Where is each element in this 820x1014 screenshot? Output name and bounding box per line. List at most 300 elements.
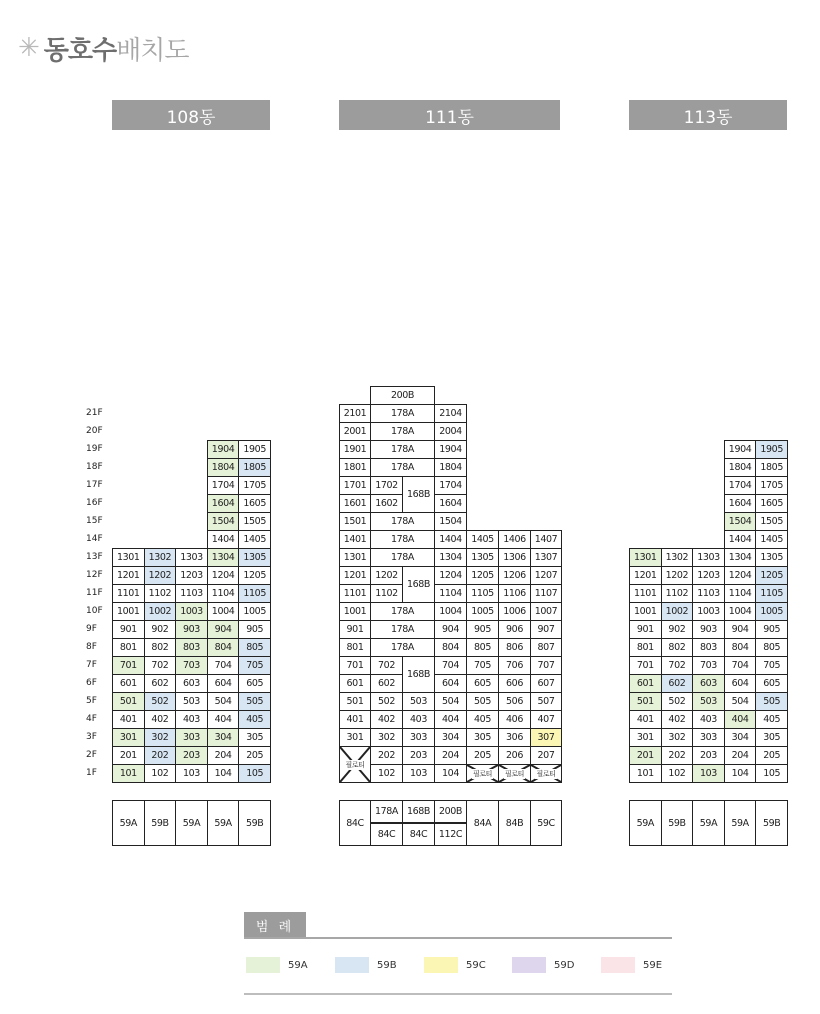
unit-cell: 2004 xyxy=(434,422,467,441)
unit-cell: 104 xyxy=(434,764,467,783)
floor-label: 1F xyxy=(86,768,97,778)
unit-cell: 1505 xyxy=(755,512,788,531)
unit-cell: 203 xyxy=(692,746,725,765)
unit-cell: 178A xyxy=(370,404,435,423)
unit-cell: 1001 xyxy=(629,602,662,621)
floor-label: 7F xyxy=(86,660,97,670)
page-title-light: 배치도 xyxy=(116,35,189,66)
unit-cell: 1205 xyxy=(755,566,788,585)
unit-cell: 1302 xyxy=(661,548,694,567)
piloti-label: 필로티 xyxy=(504,769,525,778)
unit-cell: 1104 xyxy=(724,584,757,603)
page-title-bold: 동호수 xyxy=(43,35,117,66)
unit-cell: 803 xyxy=(692,638,725,657)
unit-cell: 805 xyxy=(238,638,271,657)
unit-cell: 505 xyxy=(466,692,499,711)
legend-item xyxy=(424,957,486,973)
unit-type-cell: 59A xyxy=(629,800,662,846)
unit-cell: 1304 xyxy=(207,548,240,567)
unit-cell: 602 xyxy=(661,674,694,693)
floor-label: 19F xyxy=(86,444,103,454)
unit-cell: 504 xyxy=(207,692,240,711)
unit-cell: 1107 xyxy=(530,584,562,603)
floor-label: 15F xyxy=(86,516,103,526)
unit-cell: 1101 xyxy=(112,584,145,603)
unit-cell: 405 xyxy=(755,710,788,729)
unit-type-cell: 84C xyxy=(339,800,371,846)
unit-cell: 903 xyxy=(692,620,725,639)
unit-cell: 604 xyxy=(207,674,240,693)
unit-cell: 1102 xyxy=(661,584,694,603)
unit-type-cell: 200B xyxy=(434,800,467,823)
unit-cell: 205 xyxy=(755,746,788,765)
unit-cell: 1305 xyxy=(466,548,499,567)
floor-label: 11F xyxy=(86,588,103,598)
floor-label: 6F xyxy=(86,678,97,688)
unit-cell: 401 xyxy=(112,710,145,729)
unit-cell: 302 xyxy=(661,728,694,747)
unit-cell: 805 xyxy=(466,638,499,657)
unit-cell: 802 xyxy=(144,638,177,657)
floor-label: 21F xyxy=(86,408,103,418)
unit-cell: 701 xyxy=(629,656,662,675)
legend-swatch xyxy=(424,957,458,973)
unit-cell: 1302 xyxy=(144,548,177,567)
unit-cell: 507 xyxy=(530,692,562,711)
unit-cell: 502 xyxy=(370,692,403,711)
unit-cell: 901 xyxy=(339,620,371,639)
unit-cell: 401 xyxy=(339,710,371,729)
unit-cell: 907 xyxy=(530,620,562,639)
unit-cell: 103 xyxy=(692,764,725,783)
unit-cell: 1705 xyxy=(755,476,788,495)
unit-cell: 702 xyxy=(370,656,403,675)
unit-cell: 1205 xyxy=(238,566,271,585)
unit-cell: 1307 xyxy=(530,548,562,567)
unit-cell: 178A xyxy=(370,530,435,549)
unit-cell: 1101 xyxy=(339,584,371,603)
legend-label: 59E xyxy=(643,959,663,971)
floor-label: 4F xyxy=(86,714,97,724)
unit-cell: 1204 xyxy=(434,566,467,585)
unit-cell: 204 xyxy=(207,746,240,765)
legend-label: 59B xyxy=(377,959,397,971)
unit-cell: 605 xyxy=(238,674,271,693)
unit-cell: 1801 xyxy=(339,458,371,477)
unit-cell: 606 xyxy=(498,674,531,693)
unit-cell: 1202 xyxy=(144,566,177,585)
unit-cell: 1404 xyxy=(724,530,757,549)
unit-cell: 701 xyxy=(339,656,371,675)
unit-cell: 1005 xyxy=(755,602,788,621)
unit-cell: 704 xyxy=(434,656,467,675)
unit-cell: 205 xyxy=(466,746,499,765)
unit-cell: 403 xyxy=(402,710,435,729)
legend-label: 59C xyxy=(466,959,486,971)
unit-cell: 1006 xyxy=(498,602,531,621)
unit-cell: 102 xyxy=(144,764,177,783)
unit-cell: 702 xyxy=(144,656,177,675)
unit-cell: 603 xyxy=(175,674,208,693)
unit-cell: 1304 xyxy=(434,548,467,567)
unit-cell: 1001 xyxy=(339,602,371,621)
unit-cell: 1804 xyxy=(434,458,467,477)
unit-cell: 703 xyxy=(692,656,725,675)
unit-cell: 604 xyxy=(724,674,757,693)
unit-cell: 704 xyxy=(207,656,240,675)
unit-cell: 804 xyxy=(434,638,467,657)
unit-cell: 1005 xyxy=(466,602,499,621)
unit-cell: 901 xyxy=(112,620,145,639)
piloti-label: 필로티 xyxy=(472,769,493,778)
unit-cell: 1601 xyxy=(339,494,371,513)
building-header: 113동 xyxy=(629,100,787,130)
unit-cell: 1303 xyxy=(692,548,725,567)
unit-cell: 705 xyxy=(238,656,271,675)
unit-cell: 178A xyxy=(370,440,435,459)
unit-cell: 706 xyxy=(498,656,531,675)
unit-cell: 178A xyxy=(370,458,435,477)
unit-cell: 506 xyxy=(498,692,531,711)
unit-cell: 1904 xyxy=(434,440,467,459)
unit-cell: 168B xyxy=(402,656,435,693)
unit-cell: 305 xyxy=(755,728,788,747)
unit-cell: 204 xyxy=(434,746,467,765)
unit-cell: 1102 xyxy=(144,584,177,603)
unit-cell: 1101 xyxy=(629,584,662,603)
unit-cell: 1604 xyxy=(434,494,467,513)
unit-cell: 503 xyxy=(402,692,435,711)
unit-type-cell: 168B xyxy=(402,800,435,823)
unit-cell: 1904 xyxy=(207,440,240,459)
unit-cell: 178A xyxy=(370,620,435,639)
unit-cell: 168B xyxy=(402,566,435,603)
unit-cell: 1303 xyxy=(175,548,208,567)
unit-cell: 1605 xyxy=(755,494,788,513)
unit-cell: 307 xyxy=(530,728,562,747)
unit-cell: 1407 xyxy=(530,530,562,549)
floor-label: 3F xyxy=(86,732,97,742)
unit-cell: 603 xyxy=(692,674,725,693)
unit-cell: 1105 xyxy=(466,584,499,603)
unit-cell: 904 xyxy=(724,620,757,639)
unit-cell: 1203 xyxy=(175,566,208,585)
unit-cell: 503 xyxy=(692,692,725,711)
unit-cell: 505 xyxy=(238,692,271,711)
unit-cell: 1305 xyxy=(238,548,271,567)
unit-cell: 1805 xyxy=(238,458,271,477)
unit-cell: 2001 xyxy=(339,422,371,441)
unit-cell: 707 xyxy=(530,656,562,675)
unit-cell: 168B xyxy=(402,476,435,513)
unit-cell: 1701 xyxy=(339,476,371,495)
floor-label: 13F xyxy=(86,552,103,562)
unit-cell: 904 xyxy=(434,620,467,639)
unit-cell: 201 xyxy=(112,746,145,765)
unit-cell: 2101 xyxy=(339,404,371,423)
legend-item xyxy=(512,957,574,973)
unit-type-cell: 84B xyxy=(498,800,531,846)
unit-cell: 1207 xyxy=(530,566,562,585)
building-header: 108동 xyxy=(112,100,270,130)
unit-type-cell: 59B xyxy=(755,800,788,846)
unit-cell: 2104 xyxy=(434,404,467,423)
unit-cell: 1901 xyxy=(339,440,371,459)
unit-cell: 1304 xyxy=(724,548,757,567)
unit-cell: 202 xyxy=(661,746,694,765)
unit-cell: 1203 xyxy=(692,566,725,585)
unit-cell: 1004 xyxy=(434,602,467,621)
legend-swatch xyxy=(601,957,635,973)
unit-cell: 1704 xyxy=(207,476,240,495)
piloti-cell xyxy=(498,764,531,783)
unit-cell: 301 xyxy=(629,728,662,747)
unit-cell: 1007 xyxy=(530,602,562,621)
unit-cell: 1002 xyxy=(144,602,177,621)
unit-cell: 905 xyxy=(466,620,499,639)
unit-cell: 1405 xyxy=(466,530,499,549)
unit-type-cell: 59B xyxy=(238,800,271,846)
floor-label: 17F xyxy=(86,480,103,490)
unit-cell: 902 xyxy=(661,620,694,639)
unit-cell: 1103 xyxy=(692,584,725,603)
unit-cell: 804 xyxy=(207,638,240,657)
unit-cell: 306 xyxy=(498,728,531,747)
unit-cell: 178A xyxy=(370,548,435,567)
unit-cell: 1505 xyxy=(238,512,271,531)
unit-cell: 1605 xyxy=(238,494,271,513)
unit-cell: 601 xyxy=(339,674,371,693)
floor-label: 5F xyxy=(86,696,97,706)
unit-type-cell: 59C xyxy=(530,800,562,846)
unit-cell: 1704 xyxy=(434,476,467,495)
unit-cell: 1405 xyxy=(755,530,788,549)
unit-cell: 1306 xyxy=(498,548,531,567)
floor-label: 2F xyxy=(86,750,97,760)
unit-cell: 178A xyxy=(370,512,435,531)
unit-cell: 1406 xyxy=(498,530,531,549)
unit-cell: 605 xyxy=(755,674,788,693)
unit-cell: 304 xyxy=(207,728,240,747)
legend-swatch xyxy=(335,957,369,973)
unit-cell: 104 xyxy=(207,764,240,783)
legend-item xyxy=(246,957,308,973)
unit-cell: 1205 xyxy=(466,566,499,585)
unit-cell: 505 xyxy=(755,692,788,711)
unit-cell: 301 xyxy=(112,728,145,747)
unit-cell: 902 xyxy=(144,620,177,639)
unit-cell: 1001 xyxy=(112,602,145,621)
floor-label: 20F xyxy=(86,426,103,436)
sparkle-icon: ✳ xyxy=(18,33,40,63)
unit-cell: 802 xyxy=(661,638,694,657)
unit-cell: 701 xyxy=(112,656,145,675)
unit-cell: 1003 xyxy=(175,602,208,621)
unit-cell: 302 xyxy=(144,728,177,747)
unit-cell: 1604 xyxy=(207,494,240,513)
unit-cell: 601 xyxy=(112,674,145,693)
unit-cell: 105 xyxy=(755,764,788,783)
unit-cell: 502 xyxy=(144,692,177,711)
legend-divider xyxy=(244,937,672,939)
legend-swatch xyxy=(512,957,546,973)
unit-cell: 202 xyxy=(370,746,403,765)
floor-label: 8F xyxy=(86,642,97,652)
unit-cell: 1103 xyxy=(175,584,208,603)
unit-type-cell: 84C xyxy=(402,823,435,846)
unit-cell: 1004 xyxy=(207,602,240,621)
unit-cell: 1705 xyxy=(238,476,271,495)
unit-cell: 704 xyxy=(724,656,757,675)
unit-cell: 1105 xyxy=(238,584,271,603)
unit-cell: 905 xyxy=(755,620,788,639)
unit-cell: 1002 xyxy=(661,602,694,621)
unit-cell: 205 xyxy=(238,746,271,765)
unit-type-cell: 112C xyxy=(434,823,467,846)
unit-cell: 102 xyxy=(370,764,403,783)
unit-cell: 305 xyxy=(238,728,271,747)
unit-cell: 801 xyxy=(112,638,145,657)
unit-cell: 1404 xyxy=(207,530,240,549)
unit-cell: 1905 xyxy=(755,440,788,459)
unit-cell: 303 xyxy=(175,728,208,747)
unit-cell: 1005 xyxy=(238,602,271,621)
legend-label: 59D xyxy=(554,959,575,971)
unit-cell: 404 xyxy=(434,710,467,729)
unit-cell: 407 xyxy=(530,710,562,729)
unit-cell: 1201 xyxy=(112,566,145,585)
legend-label: 59A xyxy=(288,959,308,971)
unit-cell: 804 xyxy=(724,638,757,657)
unit-cell: 1604 xyxy=(724,494,757,513)
unit-type-cell: 59B xyxy=(661,800,694,846)
unit-cell: 104 xyxy=(724,764,757,783)
unit-cell: 504 xyxy=(724,692,757,711)
unit-cell: 406 xyxy=(498,710,531,729)
unit-cell: 1404 xyxy=(434,530,467,549)
unit-cell: 1202 xyxy=(661,566,694,585)
unit-cell: 705 xyxy=(466,656,499,675)
unit-cell: 503 xyxy=(175,692,208,711)
unit-cell: 401 xyxy=(629,710,662,729)
unit-cell: 404 xyxy=(207,710,240,729)
unit-type-cell: 178A xyxy=(370,800,403,823)
unit-cell: 304 xyxy=(724,728,757,747)
piloti-label: 필로티 xyxy=(345,760,365,769)
unit-cell: 806 xyxy=(498,638,531,657)
unit-cell: 1201 xyxy=(339,566,371,585)
unit-cell: 605 xyxy=(466,674,499,693)
unit-cell: 901 xyxy=(629,620,662,639)
unit-type-cell: 59A xyxy=(207,800,240,846)
unit-type-cell: 59A xyxy=(112,800,145,846)
piloti-label: 필로티 xyxy=(536,769,556,778)
unit-cell: 405 xyxy=(238,710,271,729)
unit-cell: 203 xyxy=(175,746,208,765)
unit-cell: 501 xyxy=(629,692,662,711)
unit-cell: 1201 xyxy=(629,566,662,585)
unit-cell: 1301 xyxy=(112,548,145,567)
unit-cell: 504 xyxy=(434,692,467,711)
unit-cell: 105 xyxy=(238,764,271,783)
unit-cell: 1003 xyxy=(692,602,725,621)
unit-cell: 1004 xyxy=(724,602,757,621)
unit-cell: 805 xyxy=(755,638,788,657)
page-title xyxy=(18,30,189,66)
building-header: 111동 xyxy=(339,100,560,130)
unit-cell: 204 xyxy=(724,746,757,765)
unit-cell: 200B xyxy=(370,386,435,405)
unit-type-cell: 84C xyxy=(370,823,403,846)
unit-cell: 602 xyxy=(370,674,403,693)
unit-cell: 1804 xyxy=(724,458,757,477)
unit-cell: 502 xyxy=(661,692,694,711)
unit-cell: 1104 xyxy=(434,584,467,603)
unit-cell: 1301 xyxy=(339,548,371,567)
unit-cell: 1106 xyxy=(498,584,531,603)
unit-cell: 1104 xyxy=(207,584,240,603)
unit-cell: 1702 xyxy=(370,476,403,495)
unit-cell: 201 xyxy=(629,746,662,765)
unit-cell: 1202 xyxy=(370,566,403,585)
legend-item xyxy=(601,957,662,973)
unit-cell: 703 xyxy=(175,656,208,675)
unit-cell: 803 xyxy=(175,638,208,657)
unit-cell: 1401 xyxy=(339,530,371,549)
unit-cell: 1204 xyxy=(724,566,757,585)
unit-cell: 305 xyxy=(466,728,499,747)
unit-cell: 103 xyxy=(175,764,208,783)
piloti-cell xyxy=(466,764,499,783)
unit-cell: 402 xyxy=(661,710,694,729)
unit-type-cell: 59A xyxy=(724,800,757,846)
floor-label: 16F xyxy=(86,498,103,508)
unit-cell: 1602 xyxy=(370,494,403,513)
unit-cell: 203 xyxy=(402,746,435,765)
unit-cell: 607 xyxy=(530,674,562,693)
unit-cell: 102 xyxy=(661,764,694,783)
unit-cell: 103 xyxy=(402,764,435,783)
unit-cell: 301 xyxy=(339,728,371,747)
floor-label: 10F xyxy=(86,606,103,616)
unit-cell: 903 xyxy=(175,620,208,639)
unit-cell: 402 xyxy=(370,710,403,729)
legend-swatch xyxy=(246,957,280,973)
unit-cell: 705 xyxy=(755,656,788,675)
unit-cell: 403 xyxy=(175,710,208,729)
unit-cell: 302 xyxy=(370,728,403,747)
unit-cell: 905 xyxy=(238,620,271,639)
unit-cell: 1102 xyxy=(370,584,403,603)
unit-cell: 1704 xyxy=(724,476,757,495)
unit-cell: 1904 xyxy=(724,440,757,459)
unit-cell: 604 xyxy=(434,674,467,693)
piloti-cell xyxy=(530,764,562,783)
unit-cell: 1905 xyxy=(238,440,271,459)
unit-cell: 601 xyxy=(629,674,662,693)
unit-cell: 1305 xyxy=(755,548,788,567)
legend-title: 범 례 xyxy=(244,912,306,938)
unit-cell: 304 xyxy=(434,728,467,747)
unit-cell: 206 xyxy=(498,746,531,765)
floor-label: 18F xyxy=(86,462,103,472)
unit-cell: 501 xyxy=(112,692,145,711)
unit-cell: 404 xyxy=(724,710,757,729)
unit-cell: 1805 xyxy=(755,458,788,477)
floor-label: 12F xyxy=(86,570,103,580)
unit-cell: 1504 xyxy=(207,512,240,531)
unit-cell: 1105 xyxy=(755,584,788,603)
